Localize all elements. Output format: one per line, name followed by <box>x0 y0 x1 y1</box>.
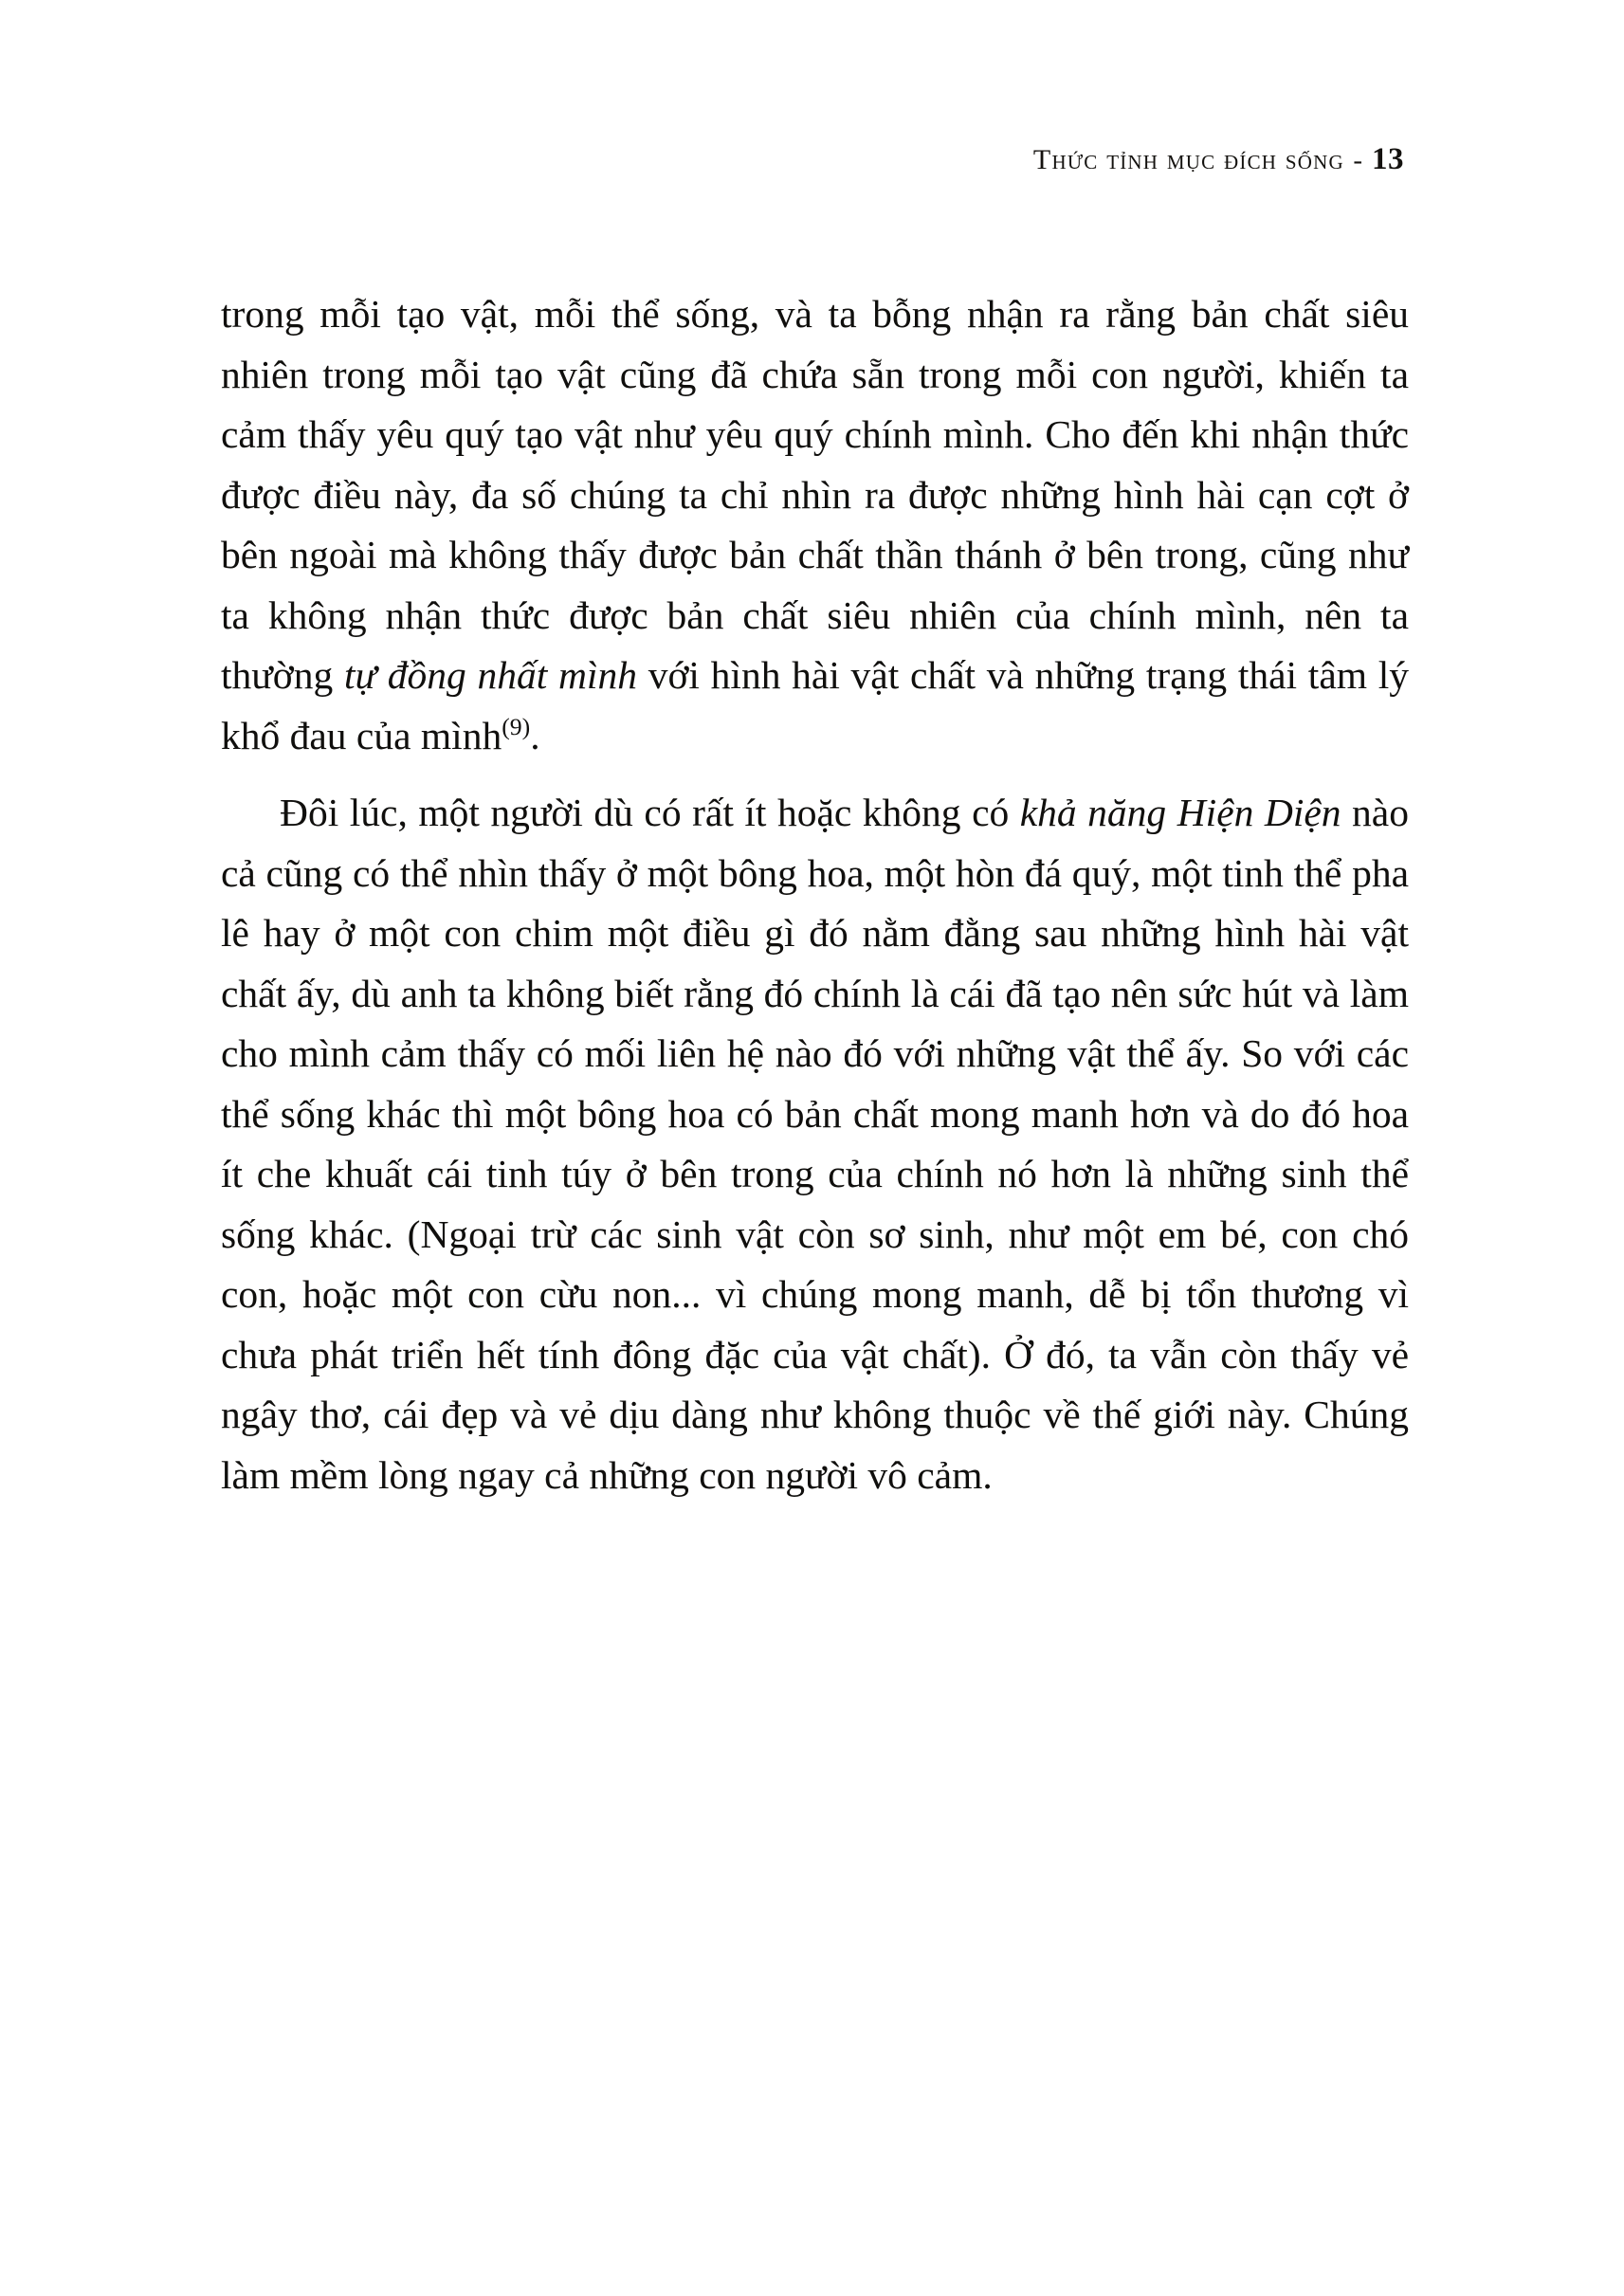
text-run: với hình hài vật chất và những trạng thái tâm lý khổ đau của mình <box>221 653 1410 757</box>
footnote-marker: (9) <box>502 712 531 740</box>
body-text <box>221 284 1409 1505</box>
running-head <box>1033 142 1404 177</box>
page-number: 13 <box>1372 142 1404 176</box>
text-run: trong mỗi tạo vật, mỗi thể sống, và ta bỗng nhận ra rằng bản chất siêu nhiên trong mỗi tạo vật cũng đã chứa sẵn trong mỗi con người, khiến ta cảm thấy yêu quý tạo vật như yêu quý chính mình. Cho đến khi nhận thức được điều này, đa số chúng ta chỉ nhìn ra được những hình hài cạn cợt ở bên ngoài mà không thấy được bản chất thần thánh ở bên trong, cũng như ta không nhận thức được bản chất siêu nhiên của chính mình, nên ta thường <box>221 292 1409 697</box>
text-run: . <box>530 713 540 757</box>
emphasis-text: khả năng Hiện Diện <box>1019 791 1341 834</box>
paragraph-1 <box>221 284 1409 766</box>
emphasis-text: tự đồng nhất mình <box>343 653 638 697</box>
text-run: Đôi lúc, một người dù có rất ít hoặc không có <box>280 791 1020 834</box>
paragraph-2 <box>221 783 1409 1505</box>
running-head-title: Thức tỉnh mục đích sống <box>1032 144 1344 175</box>
text-run: nào cả cũng có thể nhìn thấy ở một bông hoa, một hòn đá quý, một tinh thể pha lê hay ở một con chim một điều gì đó nằm đằng sau những hình hài vật chất ấy, dù anh ta không biết rằng đó chính là cái đã tạo nên sức hút và làm cho mình cảm thấy có mối liên hệ nào đó với những vật thể ấy. So với các thể sống khác thì một bông hoa có bản chất mong manh hơn và do đó hoa ít che khuất cái tinh túy ở bên trong của chính nó hơn là những sinh thể sống khác. (Ngoại trừ các sinh vật còn sơ sinh, như một em bé, con chó con, hoặc một con cừu non... vì chúng mong manh, dễ bị tổn thương vì chưa phát triển hết tính đông đặc của vật chất). Ở đó, ta vẫn còn thấy vẻ ngây thơ, cái đẹp và vẻ dịu dàng như không thuộc về thế giới này. Chúng làm mềm lòng ngay cả những con người vô cảm. <box>221 791 1409 1497</box>
running-head-separator: - <box>1353 145 1363 175</box>
